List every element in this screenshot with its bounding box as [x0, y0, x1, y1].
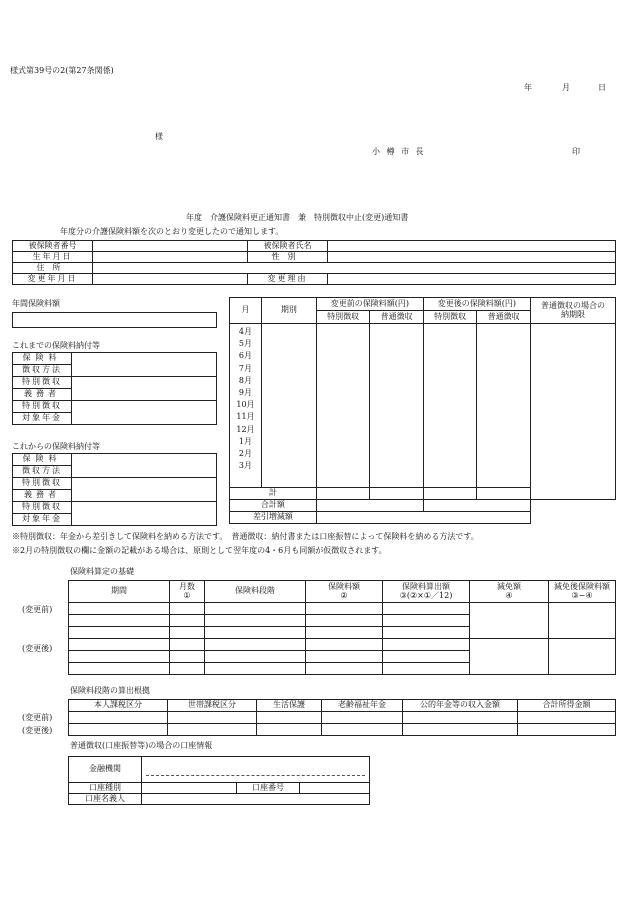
basis-cell[interactable]	[257, 712, 322, 724]
future-row-3-label: 特別徴収	[13, 502, 72, 514]
calc-cell[interactable]	[69, 651, 170, 663]
calc-col-calc	[383, 581, 470, 603]
insured-info-table	[12, 240, 616, 285]
calc-cell[interactable]	[69, 663, 170, 675]
col-period: 期別	[261, 298, 316, 324]
calc-after-label: (変更後)	[22, 644, 53, 653]
total-before-normal[interactable]	[370, 488, 424, 500]
month-8: 8月	[238, 375, 253, 385]
calc-cell[interactable]	[170, 651, 205, 663]
basis-cell[interactable]	[168, 724, 257, 736]
calc-cell[interactable]	[306, 639, 383, 651]
calc-col-reduce-no: ④	[505, 590, 513, 600]
col-due-line1: 普通徴収の場合の	[540, 301, 605, 311]
monthly-premium-table	[229, 297, 616, 524]
col-before-special: 特別徴収	[316, 311, 370, 324]
future-row-2-label: 特別徴収	[13, 478, 72, 490]
calc-heading: 保険料算定の基礎	[70, 567, 134, 576]
after-normal-cells[interactable]	[477, 324, 531, 488]
basis-cell[interactable]	[168, 712, 257, 724]
month-5: 5月	[238, 339, 253, 349]
total-after-special[interactable]	[423, 488, 477, 500]
sex-label: 性別	[248, 252, 328, 263]
note-2: ※2月の特別徴収の欄に金額の記載がある場合は、原則として翌年度の4・6月も同額が仮徴収されます。	[12, 546, 387, 555]
bank-type-label: 口座種別	[69, 783, 142, 794]
past-method-value[interactable]	[72, 353, 217, 377]
sex-value[interactable]	[328, 252, 616, 263]
bank-holder-value[interactable]	[142, 794, 370, 805]
basis-col-4: 老齢福祉年金	[322, 700, 403, 712]
future-method-value[interactable]	[72, 454, 217, 478]
basis-cell[interactable]	[69, 724, 168, 736]
calc-col-rate-no: ②	[340, 590, 348, 600]
after-special-cells[interactable]	[423, 324, 477, 488]
calc-col-calc-text: 保険料算出額	[402, 582, 450, 592]
calc-col-months	[170, 581, 205, 603]
calc-col-period: 期間	[69, 581, 170, 603]
diff-value[interactable]	[316, 512, 530, 524]
date-day: 日	[598, 83, 606, 92]
past-row-2-label: 特別徴収	[13, 377, 72, 389]
future-payment-label: これからの保険料納付等	[12, 442, 100, 451]
note-1: ※特別徴収：年金から差引きして保険料を納める方法です。 普通徴収：納付書または口座振替によって保険料を納める方法です。	[12, 532, 479, 541]
total-before-special[interactable]	[316, 488, 370, 500]
basis-col-3: 生活保護	[257, 700, 322, 712]
calc-col-calc-no: ③(②×①／12)	[399, 590, 453, 600]
basis-cell[interactable]	[518, 712, 616, 724]
issuer-seal: 印	[572, 147, 580, 156]
intro-text: 年度分の介護保険料額を次のとおり変更したので通知します。	[60, 227, 284, 236]
month-12: 12月	[236, 424, 255, 434]
basis-col-1: 本人課税区分	[69, 700, 168, 712]
month-9: 9月	[238, 387, 253, 397]
future-row-1-label: 保険料	[13, 454, 72, 466]
calc-cell[interactable]	[205, 651, 306, 663]
past-pension-value[interactable]	[72, 401, 217, 425]
calc-cell[interactable]	[205, 663, 306, 675]
calc-cell[interactable]	[205, 603, 306, 615]
month-7: 7月	[238, 363, 253, 373]
calc-cell[interactable]	[69, 627, 170, 639]
future-row-1b-label: 徴収方法	[13, 466, 72, 478]
month-11: 11月	[236, 412, 255, 422]
basis-col-2: 世帯課税区分	[168, 700, 257, 712]
calc-cell[interactable]	[306, 603, 383, 615]
past-row-3b-label: 対象年金	[13, 413, 72, 425]
bank-inst-value[interactable]	[142, 757, 370, 783]
calc-col-after-text: 減免後保険料額	[554, 582, 610, 592]
addressee-suffix: 様	[155, 132, 163, 141]
annual-premium-field[interactable]	[12, 312, 217, 328]
calc-cell[interactable]	[383, 603, 470, 615]
basis-before-label: (変更前)	[22, 713, 53, 722]
calc-col-reduce-text: 減免額	[497, 582, 521, 592]
blank-cell	[530, 500, 615, 512]
insured-name-label: 被保険者氏名	[248, 241, 328, 252]
calc-col-after-no: ③−④	[571, 590, 593, 600]
col-before-normal: 普通徴収	[370, 311, 424, 324]
calc-cell[interactable]	[170, 663, 205, 675]
calc-cell[interactable]	[205, 615, 306, 627]
calc-reduce-before[interactable]	[470, 603, 549, 639]
diff-label: 差引増減額	[230, 512, 317, 524]
basis-col-6: 合計所得金額	[518, 700, 616, 712]
grand-total-label: 合計額	[230, 500, 317, 512]
calc-cell[interactable]	[383, 615, 470, 627]
calc-after-after[interactable]	[549, 639, 616, 675]
calc-col-rate-text: 保険料額	[328, 582, 360, 592]
calc-reduce-after[interactable]	[470, 639, 549, 675]
insured-name-value[interactable]	[328, 241, 616, 252]
past-payment-table	[12, 352, 217, 425]
col-due-line2: 納期限	[560, 309, 585, 319]
calc-col-months-no: ①	[183, 590, 191, 600]
month-2: 2月	[238, 448, 253, 458]
past-row-2b-label: 義務者	[13, 389, 72, 401]
form-number: 様式第39号の2(第27条関係)	[10, 66, 114, 75]
calc-cell[interactable]	[383, 651, 470, 663]
col-after-special: 特別徴収	[423, 311, 477, 324]
col-after: 変更後の保険料額(円)	[423, 298, 530, 311]
calc-cell[interactable]	[170, 639, 205, 651]
month-4: 4月	[238, 327, 253, 336]
month-1: 1月	[238, 436, 253, 446]
bank-inst-label: 金融機関	[69, 757, 142, 783]
basis-heading: 保険料段階の算出根拠	[70, 686, 150, 695]
period-cells[interactable]	[261, 324, 316, 488]
calc-cell[interactable]	[306, 627, 383, 639]
date-year: 年	[524, 83, 532, 92]
change-date-label: 変更年月日	[13, 274, 93, 285]
month-6: 6月	[238, 351, 253, 361]
calc-cell[interactable]	[69, 639, 170, 651]
calc-col-stage: 保険料段階	[205, 581, 306, 603]
calc-cell[interactable]	[170, 615, 205, 627]
calc-col-reduce	[470, 581, 549, 603]
basis-cell[interactable]	[403, 712, 518, 724]
past-row-1b-label: 徴収方法	[13, 365, 72, 377]
change-date-value[interactable]	[93, 274, 248, 285]
calc-col-after	[549, 581, 616, 603]
calc-col-rate	[306, 581, 383, 603]
birth-value[interactable]	[93, 252, 248, 263]
future-row-3b-label: 対象年金	[13, 514, 72, 526]
total-after-normal[interactable]	[477, 488, 531, 500]
calc-cell[interactable]	[69, 615, 170, 627]
grand-total-after[interactable]	[423, 500, 530, 512]
month-list	[230, 324, 262, 488]
calc-before-label: (変更前)	[22, 605, 53, 614]
calc-table	[68, 580, 616, 675]
calc-cell[interactable]	[205, 639, 306, 651]
insured-no-label: 被保険者番号	[13, 241, 93, 252]
change-reason-value[interactable]	[328, 274, 616, 285]
address-label: 住所	[13, 263, 93, 274]
calc-col-months-text: 月数	[179, 582, 195, 592]
document-title: 年度 介護保険料更正通知書 兼 特別徴収中止(変更)通知書	[186, 213, 409, 222]
past-payment-label: これまでの保険料納付等	[12, 341, 100, 350]
basis-cell[interactable]	[322, 712, 403, 724]
col-after-normal: 普通徴収	[477, 311, 531, 324]
basis-after-label: (変更後)	[22, 726, 53, 735]
calc-after-before[interactable]	[549, 603, 616, 639]
future-obligor-value[interactable]	[72, 478, 217, 502]
calc-cell[interactable]	[170, 627, 205, 639]
past-obligor-value[interactable]	[72, 377, 217, 401]
bank-table	[68, 756, 370, 805]
before-special-cells[interactable]	[316, 324, 370, 488]
issuer-name: 小 樽 市 長	[372, 147, 426, 156]
future-row-2b-label: 義務者	[13, 490, 72, 502]
basis-table	[68, 699, 616, 736]
basis-cell[interactable]	[322, 724, 403, 736]
date-month: 月	[562, 83, 570, 92]
col-due	[530, 298, 615, 324]
basis-col-5: 公的年金等の収入金額	[403, 700, 518, 712]
annual-premium-label: 年間保険料額	[12, 299, 60, 308]
bank-acct-label: 口座番号	[237, 783, 300, 794]
birth-label: 生年月日	[13, 252, 93, 263]
insured-no-value[interactable]	[93, 241, 248, 252]
calc-cell[interactable]	[170, 603, 205, 615]
future-pension-value[interactable]	[72, 502, 217, 526]
future-payment-table	[12, 453, 217, 526]
basis-cell[interactable]	[518, 724, 616, 736]
calc-cell[interactable]	[205, 627, 306, 639]
bank-holder-label: 口座名義人	[69, 794, 142, 805]
total-label: 計	[230, 488, 317, 500]
due-date-cells[interactable]	[530, 324, 615, 500]
change-reason-label: 変更理由	[248, 274, 328, 285]
calc-cell[interactable]	[383, 663, 470, 675]
calc-cell[interactable]	[383, 627, 470, 639]
col-before: 変更前の保険料額(円)	[316, 298, 423, 311]
bank-acct-value[interactable]	[300, 783, 370, 794]
bank-type-value[interactable]	[142, 783, 237, 794]
calc-cell[interactable]	[69, 603, 170, 615]
address-value[interactable]	[93, 263, 616, 274]
calc-cell[interactable]	[306, 651, 383, 663]
calc-cell[interactable]	[306, 663, 383, 675]
month-3: 3月	[238, 461, 253, 471]
calc-cell[interactable]	[306, 615, 383, 627]
past-row-3-label: 特別徴収	[13, 401, 72, 413]
calc-cell[interactable]	[383, 639, 470, 651]
col-month: 月	[230, 298, 262, 324]
bank-heading: 普通徴収(口座振替等)の場合の口座情報	[70, 741, 213, 750]
past-row-1-label: 保険料	[13, 353, 72, 365]
blank-cell	[530, 512, 615, 524]
basis-cell[interactable]	[403, 724, 518, 736]
grand-total-before[interactable]	[316, 500, 423, 512]
before-normal-cells[interactable]	[370, 324, 424, 488]
basis-cell[interactable]	[69, 712, 168, 724]
basis-cell[interactable]	[257, 724, 322, 736]
month-10: 10月	[236, 400, 255, 410]
